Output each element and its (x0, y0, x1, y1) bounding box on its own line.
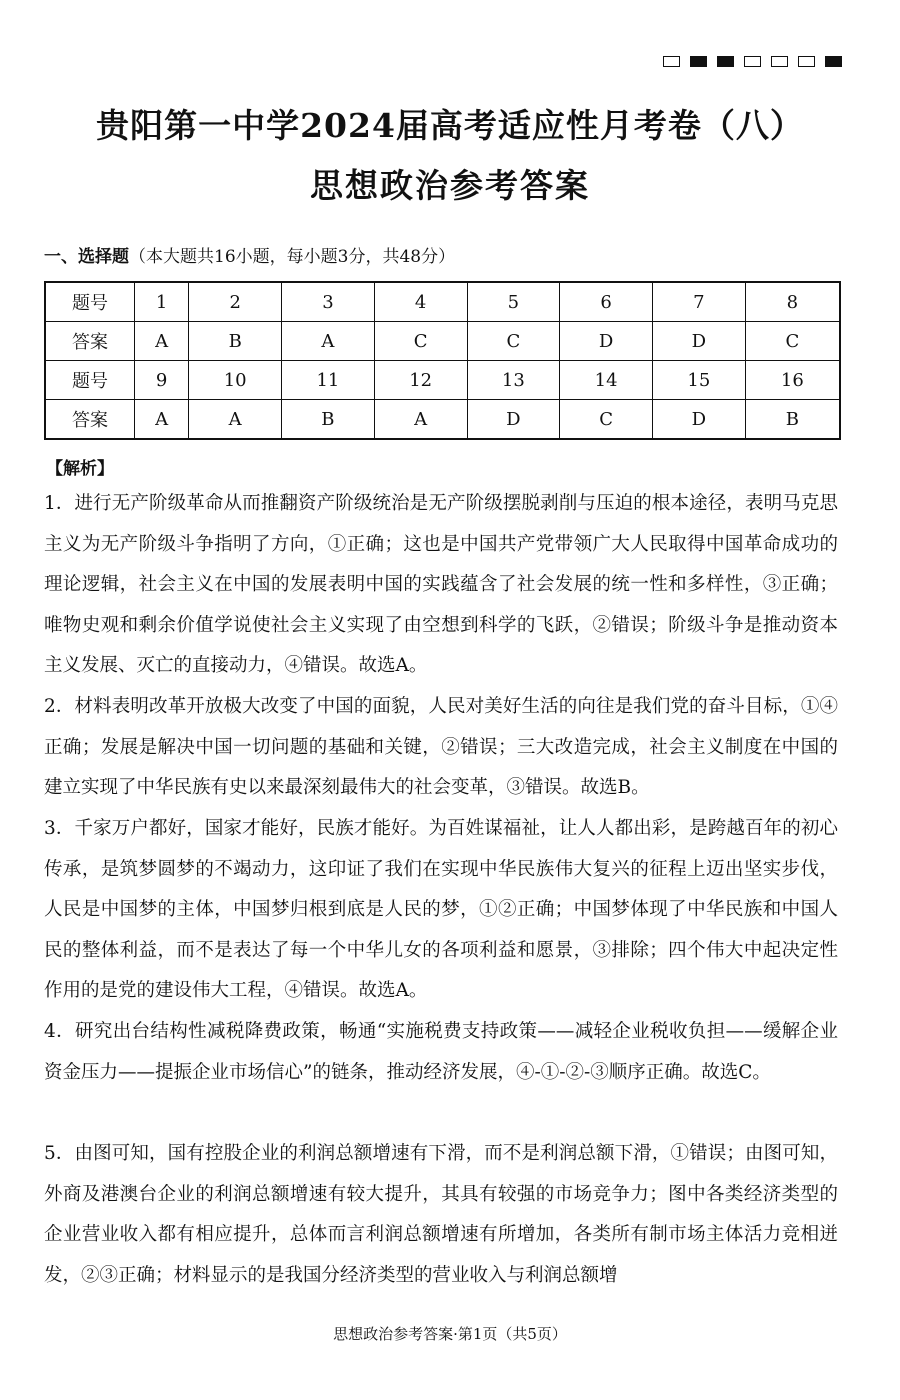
table-cell: B (282, 400, 375, 440)
table-cell: A (282, 322, 375, 361)
table-cell: C (374, 322, 467, 361)
table-cell: 1 (135, 282, 189, 322)
analysis-heading: 【解析】 (46, 459, 114, 479)
table-cell: A (374, 400, 467, 440)
table-row (45, 322, 840, 361)
table-cell: D (652, 400, 745, 440)
table-cell: 12 (374, 361, 467, 400)
table-cell: 9 (135, 361, 189, 400)
table-cell: C (560, 400, 653, 440)
table-cell: A (135, 400, 189, 440)
code-mark (663, 56, 680, 67)
table-cell: C (467, 322, 560, 361)
code-mark (744, 56, 761, 67)
table-cell: D (467, 400, 560, 440)
table-cell: 5 (467, 282, 560, 322)
table-cell: B (745, 400, 840, 440)
table-cell: 7 (652, 282, 745, 322)
analysis-item-3: 3．千家万户都好，国家才能好，民族才能好。为百姓谋福祉，让人人都出彩，是跨越百年的初心传承，是筑梦圆梦的不竭动力，这印证了我们在实现中华民族伟大复兴的征程上迈出坚实步伐，人民是中国梦的主体，中国梦归根到底是人民的梦，①②正确；中国梦体现了中华民族和中国人民的整体利益，而不是表达了每一个中华儿女的各项利益和愿景，③排除；四个伟大中起决定性作用的是党的建设伟大工程，④错误。故选A。 (44, 818, 838, 1002)
table-cell: 题号 (45, 282, 135, 322)
section-note: （本大题共16小题，每小题3分，共48分） (129, 247, 456, 267)
page-title: 贵阳第一中学2024届高考适应性月考卷（八） (96, 106, 804, 145)
table-row (45, 282, 840, 322)
table-cell: 答案 (45, 322, 135, 361)
analysis-item-1: 1．进行无产阶级革命从而推翻资产阶级统治是无产阶级摆脱剥削与压迫的根本途径，表明马克思主义为无产阶级斗争指明了方向，①正确；这也是中国共产党带领广大人民取得中国革命成功的理论逻辑，社会主义在中国的发展表明中国的实践蕴含了社会发展的统一性和多样性，③正确；唯物史观和剩余价值学说使社会主义实现了由空想到科学的飞跃，②错误；阶级斗争是推动资本主义发展、灭亡的直接动力，④错误。故选A。 (44, 493, 838, 677)
table-cell: 14 (560, 361, 653, 400)
table-cell: D (652, 322, 745, 361)
analysis-item-5: 5．由图可知，国有控股企业的利润总额增速有下滑，而不是利润总额下滑，①错误；由图可知，外商及港澳台企业的利润总额增速有较大提升，其具有较强的市场竞争力；图中各类经济类型的企业营业收入都有相应提升，总体而言利润总额增速有所增加，各类所有制市场主体活力竞相迸发，②③正确；材料显示的是我国分经济类型的营业收入与利润总额增 (44, 1143, 838, 1286)
code-mark (771, 56, 788, 67)
code-mark (717, 56, 734, 67)
table-row (45, 361, 840, 400)
analysis-item-2: 2．材料表明改革开放极大改变了中国的面貌，人民对美好生活的向往是我们党的奋斗目标，①④正确；发展是解决中国一切问题的基础和关键，②错误；三大改造完成，社会主义制度在中国的建立实现了中华民族有史以来最深刻最伟大的社会变革，③错误。故选B。 (44, 696, 838, 799)
table-cell: 15 (652, 361, 745, 400)
table-cell: 2 (189, 282, 282, 322)
table-cell: 10 (189, 361, 282, 400)
table-cell: A (135, 322, 189, 361)
table-cell: 16 (745, 361, 840, 400)
print-code-marks (663, 56, 842, 67)
table-cell: D (560, 322, 653, 361)
table-cell: 13 (467, 361, 560, 400)
section-heading (44, 242, 455, 267)
code-mark (798, 56, 815, 67)
table-cell: 11 (282, 361, 375, 400)
table-cell: A (189, 400, 282, 440)
table-cell: 6 (560, 282, 653, 322)
code-mark (690, 56, 707, 67)
table-cell: 4 (374, 282, 467, 322)
page-subtitle: 思想政治参考答案 (310, 166, 590, 205)
code-mark (825, 56, 842, 67)
table-cell: B (189, 322, 282, 361)
table-cell: 题号 (45, 361, 135, 400)
table-row (45, 400, 840, 440)
table-cell: 3 (282, 282, 375, 322)
table-cell: 8 (745, 282, 840, 322)
page-footer: 思想政治参考答案·第1页（共5页） (333, 1325, 567, 1343)
answer-table (44, 281, 841, 440)
section-label: 一、选择题 (44, 247, 129, 267)
table-cell: C (745, 322, 840, 361)
table-cell: 答案 (45, 400, 135, 440)
analysis-item-4: 4．研究出台结构性减税降费政策，畅通“实施税费支持政策——减轻企业税收负担——缓解企业资金压力——提振企业市场信心”的链条，推动经济发展，④-①-②-③顺序正确。故选C。 (44, 1021, 838, 1083)
